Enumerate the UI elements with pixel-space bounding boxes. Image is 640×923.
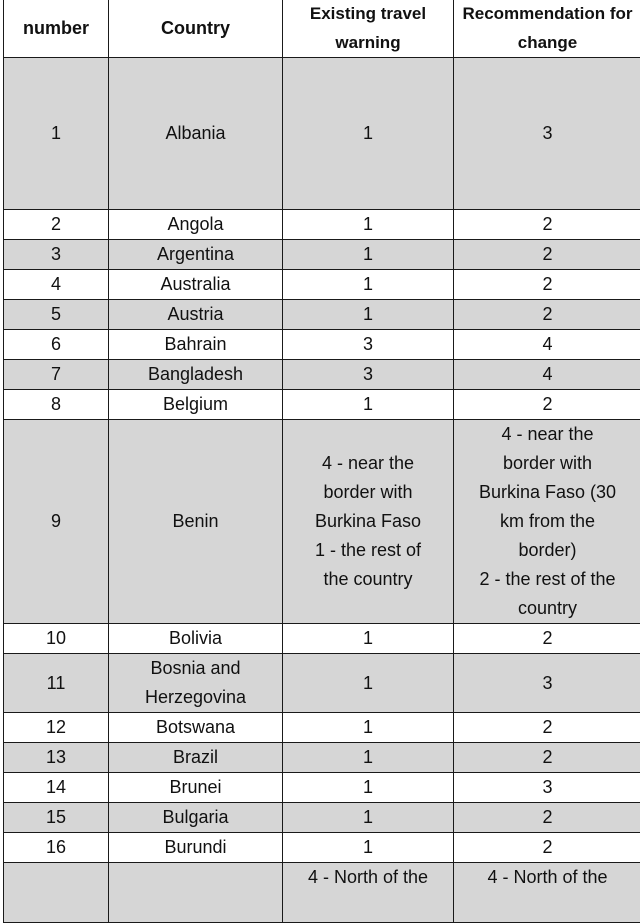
cell-country: [109, 863, 283, 923]
cell-existing: 3: [283, 330, 454, 360]
header-existing-warning: Existing travel warning: [283, 0, 454, 58]
table-row: [4, 803, 640, 833]
cell-existing: 1: [283, 833, 454, 863]
cell-existing: 1: [283, 270, 454, 300]
cell-existing: 4 - North of the: [283, 863, 454, 923]
cell-number: 3: [4, 240, 109, 270]
country-line: Herzegovina: [113, 683, 278, 712]
table-row: [4, 654, 640, 713]
cell-number: 8: [4, 390, 109, 420]
cell-country: Botswana: [109, 713, 283, 743]
cell-number: 7: [4, 360, 109, 390]
cell-existing: 1: [283, 58, 454, 210]
cell-recommendation: 2: [454, 240, 640, 270]
existing-line: 4 - near the: [287, 449, 449, 478]
cell-country: Bahrain: [109, 330, 283, 360]
cell-number: 14: [4, 773, 109, 803]
table-row: [4, 624, 640, 654]
cell-recommendation: 2: [454, 300, 640, 330]
cell-country: Argentina: [109, 240, 283, 270]
cell-country: Austria: [109, 300, 283, 330]
header-row: [4, 0, 640, 58]
table-row: [4, 743, 640, 773]
table-row: [4, 330, 640, 360]
cell-existing: 1: [283, 624, 454, 654]
table-row: [4, 240, 640, 270]
cell-existing: 1: [283, 803, 454, 833]
existing-line: Burkina Faso: [287, 507, 449, 536]
cell-existing: 1: [283, 713, 454, 743]
cell-country: Bulgaria: [109, 803, 283, 833]
cell-number: 4: [4, 270, 109, 300]
table-row: [4, 713, 640, 743]
cell-country: Bangladesh: [109, 360, 283, 390]
cell-country: Burundi: [109, 833, 283, 863]
cell-country: Brazil: [109, 743, 283, 773]
recommendation-line: country: [458, 594, 637, 623]
header-recommendation: Recommendation for change: [454, 0, 640, 58]
cell-number: 12: [4, 713, 109, 743]
table-row: [4, 360, 640, 390]
recommendation-line: 2 - the rest of the: [458, 565, 637, 594]
table-row: [4, 300, 640, 330]
table-row: [4, 863, 640, 923]
cell-number: 1: [4, 58, 109, 210]
cell-recommendation: 2: [454, 803, 640, 833]
cell-number: 6: [4, 330, 109, 360]
cell-existing: 1: [283, 773, 454, 803]
cell-number: [4, 863, 109, 923]
cell-number: 11: [4, 654, 109, 713]
table-row: [4, 58, 640, 210]
recommendation-line: 4 - near the: [458, 420, 637, 449]
recommendation-line: Burkina Faso (30: [458, 478, 637, 507]
recommendation-line: border): [458, 536, 637, 565]
cell-country: Bolivia: [109, 624, 283, 654]
cell-number: 10: [4, 624, 109, 654]
cell-recommendation: 2: [454, 210, 640, 240]
cell-recommendation: 2: [454, 390, 640, 420]
cell-existing: 1: [283, 300, 454, 330]
cell-number: 16: [4, 833, 109, 863]
cell-existing: 1: [283, 390, 454, 420]
cell-number: 5: [4, 300, 109, 330]
travel-warning-table: [3, 0, 640, 923]
cell-recommendation: 4: [454, 330, 640, 360]
cell-recommendation: 4: [454, 360, 640, 390]
table-row: [4, 390, 640, 420]
cell-country: Albania: [109, 58, 283, 210]
cell-recommendation: 2: [454, 270, 640, 300]
table-row: [4, 420, 640, 624]
cell-recommendation: 3: [454, 654, 640, 713]
cell-number: 9: [4, 420, 109, 624]
cell-existing: 1: [283, 210, 454, 240]
cell-country: Benin: [109, 420, 283, 624]
cell-recommendation: 3: [454, 773, 640, 803]
cell-country: Australia: [109, 270, 283, 300]
existing-line: the country: [287, 565, 449, 594]
cell-recommendation: 2: [454, 713, 640, 743]
cell-country: Angola: [109, 210, 283, 240]
cell-recommendation: 2: [454, 624, 640, 654]
existing-line: border with: [287, 478, 449, 507]
cell-recommendation: 2: [454, 833, 640, 863]
cell-number: 13: [4, 743, 109, 773]
table-row: [4, 270, 640, 300]
cell-existing: [283, 420, 454, 624]
recommendation-line: km from the: [458, 507, 637, 536]
cell-recommendation: 4 - North of the: [454, 863, 640, 923]
cell-recommendation: 3: [454, 58, 640, 210]
cell-existing: 3: [283, 360, 454, 390]
country-line: Bosnia and: [113, 654, 278, 683]
cell-existing: 1: [283, 654, 454, 713]
cell-country: Brunei: [109, 773, 283, 803]
cell-country: [109, 654, 283, 713]
cell-number: 15: [4, 803, 109, 833]
cell-recommendation: [454, 420, 640, 624]
table-row: [4, 833, 640, 863]
table-row: [4, 773, 640, 803]
cell-existing: 1: [283, 743, 454, 773]
cell-country: Belgium: [109, 390, 283, 420]
header-country: Country: [109, 0, 283, 58]
cell-existing: 1: [283, 240, 454, 270]
header-number: number: [4, 0, 109, 58]
recommendation-line: border with: [458, 449, 637, 478]
table-row: [4, 210, 640, 240]
cell-recommendation: 2: [454, 743, 640, 773]
existing-line: 1 - the rest of: [287, 536, 449, 565]
cell-number: 2: [4, 210, 109, 240]
